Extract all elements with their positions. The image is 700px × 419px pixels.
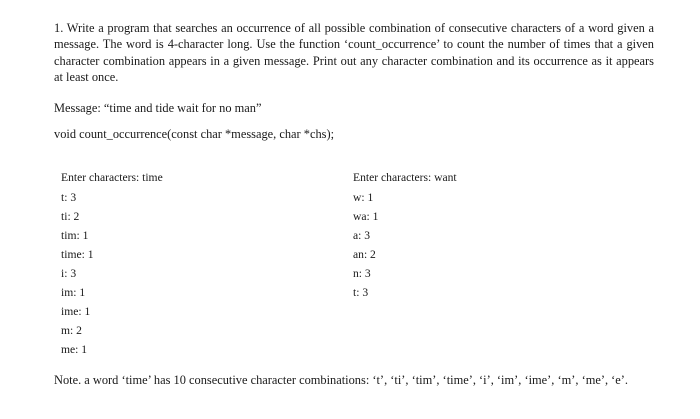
example-output-want: [353, 171, 457, 302]
example-header: Enter characters: want: [353, 171, 457, 184]
function-signature: void count_occurrence(const char *message, char *chs);: [54, 127, 335, 141]
output-row: n: 3: [353, 267, 371, 280]
output-row: im: 1: [61, 286, 86, 299]
output-row: an: 2: [353, 248, 376, 261]
output-row: t: 3: [353, 286, 369, 299]
output-row: a: 3: [353, 229, 371, 242]
output-row: tim: 1: [61, 229, 89, 242]
output-row: t: 3: [61, 191, 77, 204]
output-row: time: 1: [61, 248, 94, 261]
problem-statement: 1. Write a program that searches an occurrence of all possible combination of consecutive characters of a word given a message. The word is 4-character long. Use the function ‘count_occurrence’ to count the number of times that a given character combination appears in a given message. Print out any character combination and its occurrence as it appears at least once.: [54, 21, 654, 84]
output-row: w: 1: [353, 191, 374, 204]
output-row: me: 1: [61, 343, 88, 356]
output-row: m: 2: [61, 324, 82, 337]
note: Note. a word ‘time’ has 10 consecutive character combinations: ‘t’, ‘ti’, ‘tim’, ‘time’, ‘i’, ‘im’, ‘ime’, ‘m’, ‘me’, ‘e’.: [54, 373, 628, 387]
output-row: i: 3: [61, 267, 77, 280]
output-row: ti: 2: [61, 210, 80, 223]
example-header: Enter characters: time: [61, 171, 163, 184]
output-row: ime: 1: [61, 305, 91, 318]
example-output-time: [61, 171, 163, 359]
output-row: wa: 1: [353, 210, 379, 223]
message-line: Message: “time and tide wait for no man”: [54, 101, 262, 115]
